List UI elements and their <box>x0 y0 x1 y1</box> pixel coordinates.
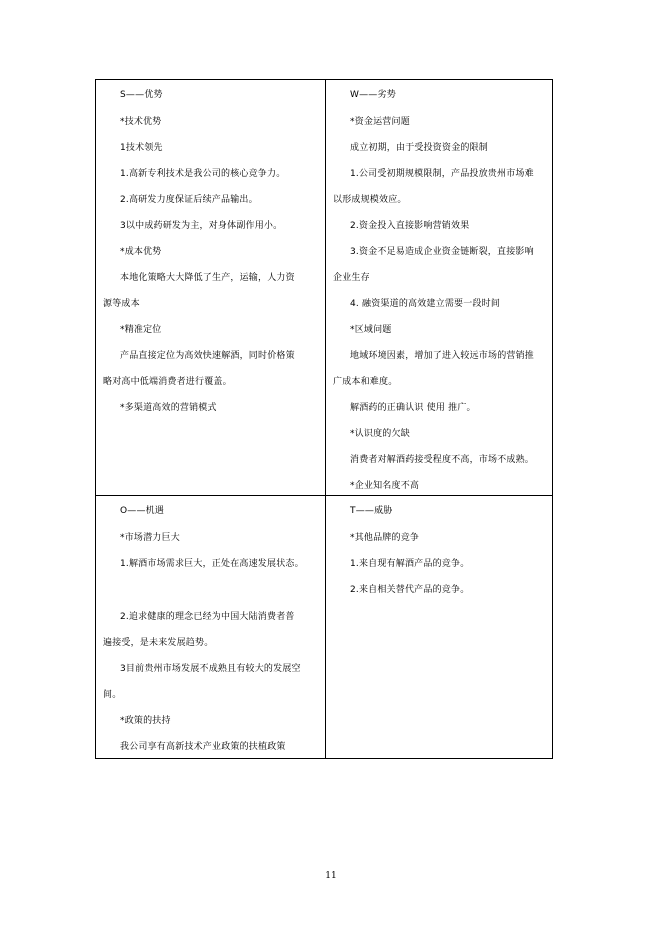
threat-line: 1.来自现有解酒产品的竞争。 <box>350 559 470 569</box>
strengths-heading: S——优势 <box>120 90 163 100</box>
strength-line: *技术优势 <box>120 117 162 127</box>
opportunities-cell <box>96 496 325 760</box>
threats-heading: T——威胁 <box>350 506 393 516</box>
opportunity-line: 遍接受，是未来发展趋势。 <box>103 638 214 648</box>
strength-line: 产品直接定位为高效快速解酒，同时价格策 <box>120 351 295 361</box>
weakness-line: 成立初期，由于受投资资金的限制 <box>350 143 489 153</box>
strength-line: 2.高研发力度保证后续产品输出。 <box>120 195 258 205</box>
strength-line: 1.高新专利技术是我公司的核心竞争力。 <box>120 169 286 179</box>
threat-line: *其他品牌的竞争 <box>350 533 420 543</box>
swot-table <box>95 79 553 759</box>
strength-line: 本地化策略大大降低了生产，运输，人力资 <box>120 273 295 283</box>
strengths-cell <box>96 80 325 495</box>
weakness-line: 1.公司受初期规模限制，产品投放贵州市场难 <box>350 169 534 179</box>
strength-line: *多渠道高效的营销模式 <box>120 403 217 413</box>
weakness-line: 消费者对解酒药接受程度不高，市场不成熟。 <box>350 455 535 465</box>
opportunity-line: *政策的扶持 <box>120 716 171 726</box>
weakness-line: *资金运营问题 <box>350 117 410 127</box>
strength-line: 略对高中低端消费者进行覆盖。 <box>103 377 232 387</box>
weakness-line: 以形成规模效应。 <box>333 195 407 205</box>
weaknesses-heading: W——劣势 <box>350 90 396 100</box>
strength-line: 1技术领先 <box>120 143 163 153</box>
weakness-line: 企业生存 <box>333 273 370 283</box>
weakness-line: 地域环境因素，增加了进入较远市场的营销推 <box>350 351 535 361</box>
page-number: 11 <box>325 871 337 881</box>
opportunities-heading: O——机遇 <box>120 506 165 516</box>
opportunity-line: 3目前贵州市场发展不成熟且有较大的发展空 <box>120 664 301 674</box>
opportunity-line: *市场潜力巨大 <box>120 533 180 543</box>
opportunity-line: 我公司享有高新技术产业政策的扶植政策 <box>120 742 286 752</box>
weakness-line: 解酒药的正确认识 使用 推广。 <box>350 403 476 413</box>
opportunity-line: 2.追求健康的理念已经为中国大陆消费者普 <box>120 612 295 622</box>
opportunity-line: 间。 <box>103 690 122 700</box>
opportunity-line: 1.解酒市场需求巨大，正处在高速发展状态。 <box>120 559 304 569</box>
strength-line: *精准定位 <box>120 325 162 335</box>
strength-line: *成本优势 <box>120 247 162 257</box>
weakness-line: 2.资金投入直接影响营销效果 <box>350 221 470 231</box>
weakness-line: *区域问题 <box>350 325 392 335</box>
strength-line: 3以中成药研发为主，对身体副作用小。 <box>120 221 283 231</box>
threats-cell <box>326 496 554 760</box>
weakness-line: *认识度的欠缺 <box>350 429 410 439</box>
strength-line: 源等成本 <box>103 299 140 309</box>
weakness-line: 4. 融资渠道的高效建立需要一段时间 <box>350 299 501 309</box>
weakness-line: *企业知名度不高 <box>350 481 420 491</box>
threat-line: 2.来自相关替代产品的竞争。 <box>350 585 470 595</box>
weakness-line: 广成本和难度。 <box>333 377 398 387</box>
weaknesses-cell <box>326 80 554 495</box>
weakness-line: 3.资金不足易造成企业资金链断裂，直接影响 <box>350 247 534 257</box>
